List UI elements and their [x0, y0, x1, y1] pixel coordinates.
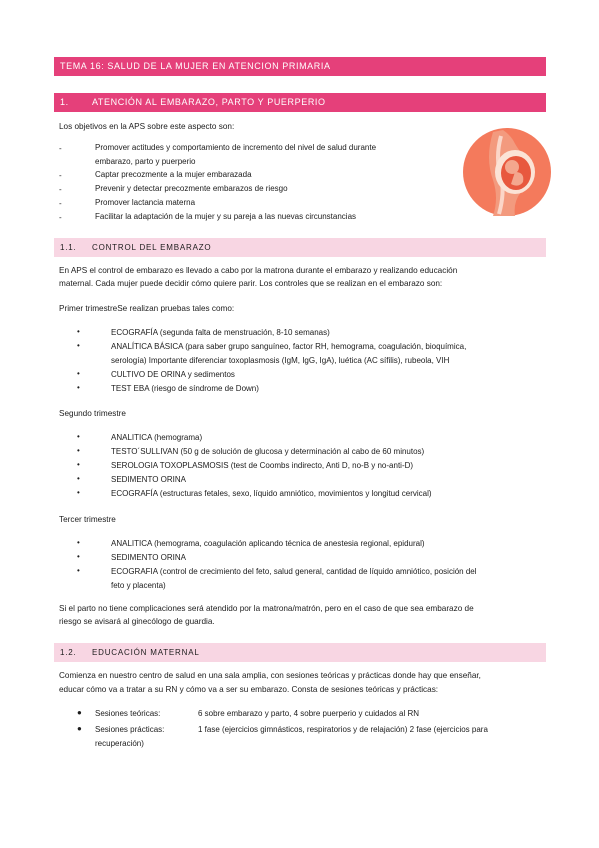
third-trimester-item: SEDIMENTO ORINA	[111, 553, 186, 562]
objective-item-cont: embarazo, parto y puerperio	[95, 157, 196, 166]
objective-item: Facilitar la adaptación de la mujer y su pareja a las nuevas circunstancias	[95, 212, 357, 221]
first-trimester-item: ECOGRAFÍA (segunda falta de menstruación, 8-10 semanas)	[111, 328, 330, 337]
subsection-1-1-title: CONTROL DEL EMBARAZO	[92, 243, 212, 252]
tema-title: TEMA 16: SALUD DE LA MUJER EN ATENCION PRIMARIA	[60, 61, 331, 71]
dash-marker: -	[59, 171, 62, 180]
session-value: 1 fase (ejercicios gimnásticos, respiratorios y de relajación) 2 fase (ejercicios para	[198, 725, 488, 734]
bullet-marker: •	[77, 488, 80, 497]
bullet-marker: •	[77, 538, 80, 547]
dash-marker: -	[59, 185, 62, 194]
section-1-number: 1.	[60, 97, 69, 107]
second-trimester-item: TESTO´SULLIVAN (50 g de solución de glucosa y determinación al cabo de 60 minutos)	[111, 447, 425, 456]
bullet-marker: •	[77, 552, 80, 561]
bullet-marker: •	[77, 327, 80, 336]
first-trimester-item: CULTIVO DE ORINA y sedimentos	[111, 370, 235, 379]
section-1-header	[54, 93, 546, 112]
bullet-marker: •	[77, 446, 80, 455]
bullet-marker: •	[77, 474, 80, 483]
first-trimester-item-cont: serología) Importante diferenciar toxoplasmosis (IgM, IgG, IgA), luética (AC sífilis), rubeola, VIH	[111, 356, 450, 365]
objective-item: Promover actitudes y comportamiento de incremento del nivel de salud durante	[95, 143, 377, 152]
second-trimester-item: ECOGRAFÍA (estructuras fetales, sexo, líquido amniótico, movimientos y longitud cervical)	[111, 489, 432, 498]
objectives-intro: Los objetivos en la APS sobre este aspecto son:	[59, 122, 235, 131]
bullet-marker: •	[77, 432, 80, 441]
education-paragraph-cont: educar cómo va a tratar a su RN y cómo va a ser su embarazo. Consta de sesiones teóricas y prácticas:	[59, 685, 439, 694]
objective-item: Captar precozmente a la mujer embarazada	[95, 170, 252, 179]
subsection-1-1-number: 1.1.	[60, 243, 77, 252]
third-trimester-heading: Tercer trimestre	[59, 515, 116, 524]
objective-item: Prevenir y detectar precozmente embarazos de riesgo	[95, 184, 288, 193]
second-trimester-item: SEROLOGIA TOXOPLASMOSIS (test de Coombs indirecto, Anti D, no-B y no-anti-D)	[111, 461, 414, 470]
first-trimester-heading: Primer trimestreSe realizan pruebas tales como:	[59, 304, 235, 313]
education-paragraph: Comienza en nuestro centro de salud en una sala amplia, con sesiones teóricas y prácticas donde hay que enseñar,	[59, 671, 481, 680]
first-trimester-item: ANALÍTICA BÁSICA (para saber grupo sanguíneo, factor RH, hemograma, coagulación, bioquímica,	[111, 342, 467, 351]
bullet-marker: ●	[77, 708, 82, 717]
parto-paragraph-cont: riesgo se avisará al ginecólogo de guardia.	[59, 617, 215, 626]
bullet-marker: •	[77, 369, 80, 378]
session-value: 6 sobre embarazo y parto, 4 sobre puerperio y cuidados al RN	[198, 709, 420, 718]
bullet-marker: •	[77, 383, 80, 392]
second-trimester-heading: Segundo trimestre	[59, 409, 126, 418]
bullet-marker: ●	[77, 724, 82, 733]
pregnant-woman-illustration	[463, 128, 551, 216]
subsection-1-1-header	[54, 238, 546, 257]
session-value-cont: recuperación)	[95, 739, 144, 748]
control-paragraph: En APS el control de embarazo es llevado a cabo por la matrona durante el embarazo y realizando educación	[59, 266, 458, 275]
third-trimester-item: ANALITICA (hemograma, coagulación aplicando técnica de anestesia regional, epidural)	[111, 539, 425, 548]
session-label: Sesiones prácticas:	[95, 725, 165, 734]
tema-title-bar	[54, 57, 546, 76]
second-trimester-item: SEDIMENTO ORINA	[111, 475, 186, 484]
dash-marker: -	[59, 213, 62, 222]
third-trimester-item-cont: feto y placenta)	[111, 581, 166, 590]
objective-item: Promover lactancia materna	[95, 198, 196, 207]
parto-paragraph: Si el parto no tiene complicaciones será atendido por la matrona/matrón, pero en el caso de que sea embarazo de	[59, 604, 474, 613]
bullet-marker: •	[77, 341, 80, 350]
third-trimester-item: ECOGRAFIA (control de crecimiento del feto, salud general, cantidad de líquido amniótico, posición del	[111, 567, 477, 576]
first-trimester-item: TEST EBA (riesgo de síndrome de Down)	[111, 384, 259, 393]
bullet-marker: •	[77, 566, 80, 575]
control-paragraph-cont: maternal. Cada mujer puede decidir cómo quiere parir. Los controles que se realizan en el embarazo son:	[59, 279, 443, 288]
dash-marker: -	[59, 144, 62, 153]
bullet-marker: •	[77, 460, 80, 469]
subsection-1-2-number: 1.2.	[60, 648, 77, 657]
section-1-title: ATENCIÓN AL EMBARAZO, PARTO Y PUERPERIO	[92, 97, 326, 107]
dash-marker: -	[59, 199, 62, 208]
subsection-1-2-header	[54, 643, 546, 662]
second-trimester-item: ANALITICA (hemograma)	[111, 433, 203, 442]
session-label: Sesiones teóricas:	[95, 709, 161, 718]
subsection-1-2-title: EDUCACIÓN MATERNAL	[92, 648, 200, 657]
